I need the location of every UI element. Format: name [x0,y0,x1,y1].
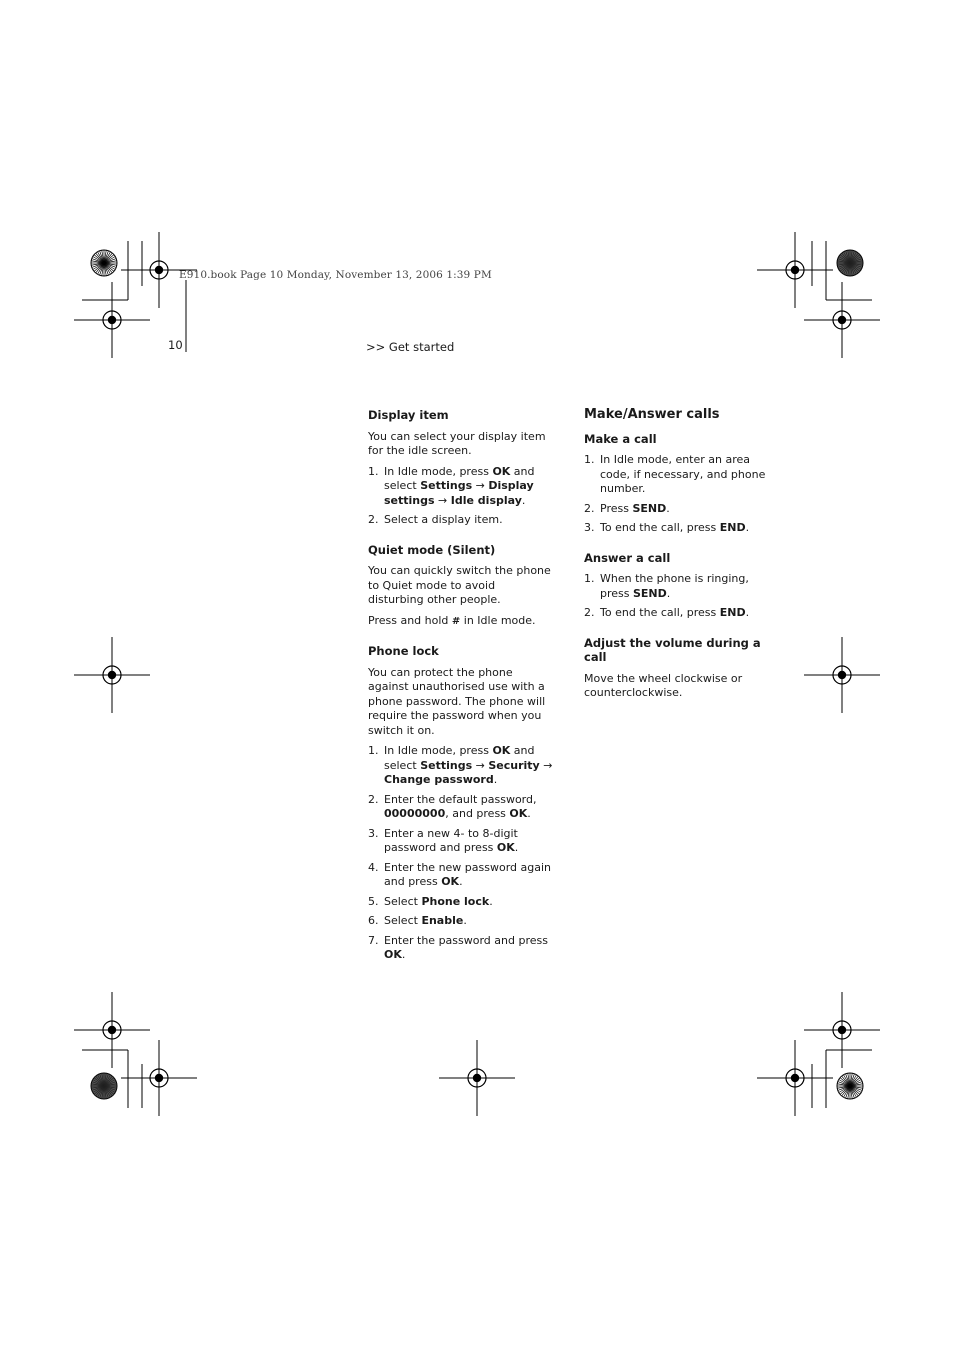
step-fragment: To end the call, press [600,521,720,534]
bold-term: END [719,606,746,619]
step-number: 1. [584,453,595,466]
registration-dot [791,1074,799,1082]
left-column [368,408,554,969]
step-fragment: Select a display item. [384,513,503,526]
bold-term: OK [509,807,528,820]
step-item [368,793,554,822]
step-fragment: , and press [445,807,510,820]
step-fragment: In Idle mode, enter an area code, if necessary, and phone number. [600,453,766,495]
step-number: 2. [584,501,595,515]
bold-term: OK [441,875,460,888]
step-number: 6. [368,914,379,927]
step-text [600,572,749,600]
step-number: 2. [368,792,379,806]
bold-term: Settings [420,758,473,772]
step-fragment: Select [384,914,422,927]
step-text [600,453,765,495]
step-item [368,895,554,910]
step-item [584,572,774,601]
step-fragment: . [527,807,531,820]
page-number: 10 [168,338,183,352]
step-item [368,934,554,963]
heading-phone-lock: Phone lock [368,644,439,658]
step-item [368,827,554,856]
bold-term: Change password [384,773,494,786]
step-fragment: . [521,493,526,507]
step-fragment: Press [600,501,633,515]
step-fragment: and select [384,464,535,492]
step-item [584,502,774,517]
quiet-mode-instruction [368,614,554,630]
step-item [584,606,774,621]
phone-lock-steps [368,744,554,963]
bold-term: END [719,521,746,534]
heading-quiet-mode: Quiet mode (Silent) [368,542,496,557]
idle-mode-text: in Idle mode. [460,613,536,627]
registration-dot [473,1074,481,1082]
step-text [600,502,670,515]
step-number: 2. [368,513,379,526]
step-item [368,914,554,929]
step-fragment: → [539,758,553,772]
step-number: 5. [368,894,379,908]
heading-answer-call: Answer a call [584,550,671,565]
step-fragment: → [434,493,451,507]
bold-term: OK [384,948,402,961]
step-fragment: When the phone is ringing, press [600,572,749,600]
bold-term: SEND [632,501,667,515]
step-fragment: . [489,894,493,908]
registration-dot [838,671,846,679]
step-number: 3. [584,521,595,534]
right-column [584,408,774,707]
step-text [384,914,467,927]
bold-term: OK [492,464,511,478]
step-fragment: . [514,841,519,854]
step-item [368,465,554,509]
section-header: >> Get started [366,340,455,354]
answer-call-steps [584,572,774,621]
registration-dot [155,266,163,274]
registration-dot [838,1026,846,1034]
step-item [368,744,554,788]
press-hold-text: Press and hold [368,613,452,627]
step-item [368,861,554,890]
step-number: 2. [584,606,595,619]
step-text [384,744,552,786]
step-fragment: Enter the new password again and press [384,860,552,888]
step-fragment: . [463,914,467,927]
step-fragment: . [745,521,750,534]
step-fragment: . [745,606,750,619]
step-item [368,513,554,528]
step-number: 1. [584,572,595,585]
bold-term: Security [488,758,540,772]
heading-make-answer-calls: Make/Answer calls [584,407,720,422]
step-number: 4. [368,860,379,874]
step-fragment: In Idle mode, press [384,464,493,478]
step-fragment: . [459,875,463,888]
bold-term: Display settings [384,479,534,507]
step-text [600,521,749,534]
bold-term: Idle display [450,493,522,507]
registration-dot [838,316,846,324]
step-fragment: To end the call, press [600,606,720,619]
step-fragment: Enter a new 4- to 8-digit password and press [384,826,518,854]
step-text [384,895,493,908]
bold-term: SEND [633,586,667,600]
registration-dot [108,671,116,679]
step-number: 7. [368,933,379,947]
bold-term: OK [496,841,515,854]
step-fragment: . [401,948,406,961]
step-fragment: → [472,758,489,772]
step-fragment: → [472,479,489,492]
step-fragment: Enter the password and press [384,933,548,947]
display-item-steps [368,465,554,528]
step-number: 1. [368,464,379,478]
step-item [584,521,774,536]
hash-key-icon: # [451,615,461,627]
step-fragment: . [493,773,498,786]
display-item-intro: You can select your display item for the idle screen. [368,429,546,457]
step-number: 1. [368,744,379,757]
step-fragment: Enter the default password, [384,792,537,806]
step-number: 3. [368,826,379,840]
step-text [384,861,551,889]
bold-term: Enable [421,914,464,927]
step-text [384,465,535,507]
step-fragment: and select [384,744,535,772]
heading-display-item: Display item [368,408,449,422]
step-fragment: . [666,501,670,515]
phone-lock-intro: You can protect the phone against unauthorised use with a phone password. The phone will require the password when you switch it on. [368,665,546,737]
step-text [384,827,518,855]
step-text [384,934,548,962]
step-fragment: . [666,586,671,600]
bold-term: Settings [420,479,473,492]
registration-dot [108,316,116,324]
quiet-mode-intro: You can quickly switch the phone to Quiet mode to avoid disturbing other people. [368,564,551,606]
heading-adjust-volume: Adjust the volume during a call [584,635,761,664]
step-text [384,793,537,821]
make-call-steps [584,453,774,536]
registration-dot [108,1026,116,1034]
heading-make-call: Make a call [584,431,657,446]
step-text [600,606,749,619]
print-slug: E910.book Page 10 Monday, November 13, 2006 1:39 PM [179,269,492,281]
step-fragment: Select [384,894,422,908]
registration-dot [155,1074,163,1082]
step-text [384,513,503,526]
step-item [584,453,774,497]
adjust-volume-text: Move the wheel clockwise or counterclockwise. [584,671,743,699]
bold-term: Phone lock [421,894,490,908]
step-fragment: In Idle mode, press [384,744,493,757]
registration-dot [791,266,799,274]
bold-term: 00000000 [384,807,446,820]
bold-term: OK [492,744,511,757]
